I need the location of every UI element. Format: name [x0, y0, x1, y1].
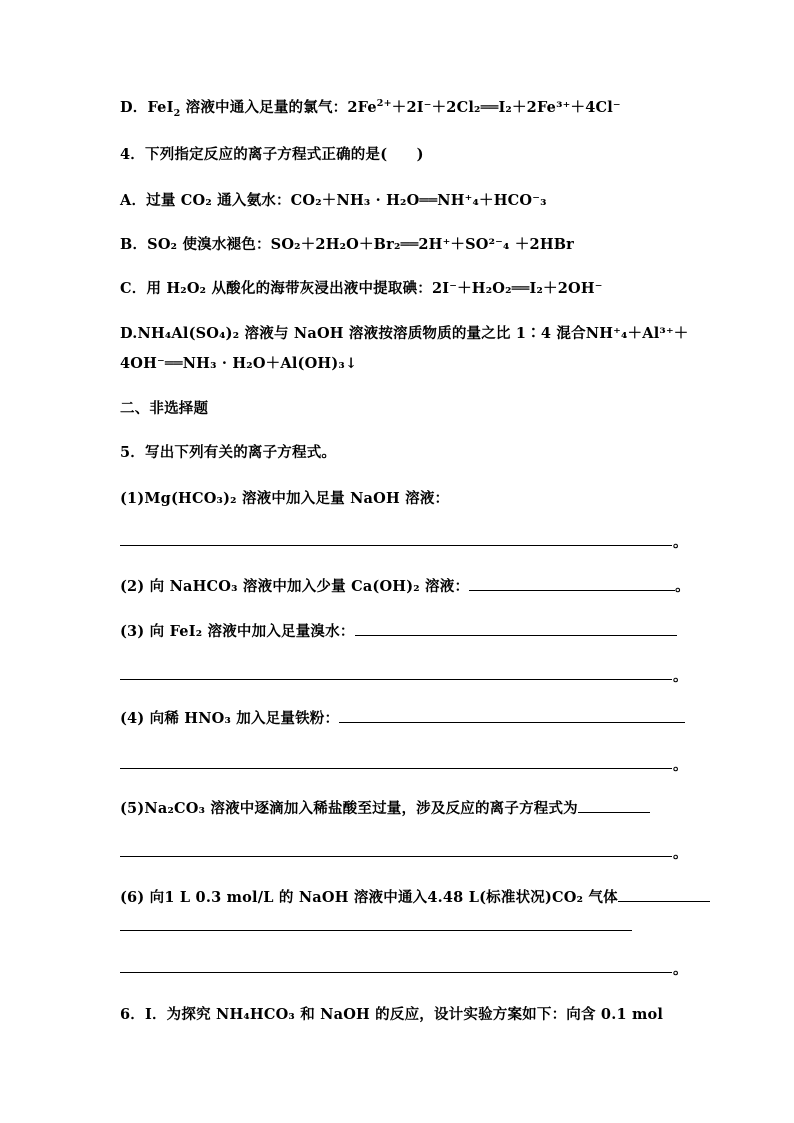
q5-part5-text: (5)Na₂CO₃ 溶液中逐滴加入稀盐酸至过量，涉及反应的离子方程式为	[120, 800, 578, 817]
answer-line[interactable]	[120, 545, 672, 546]
section-title: 二、非选择题	[120, 400, 209, 417]
period-mark: 。	[673, 668, 688, 685]
q4-option-d-line1: D.NH₄Al(SO₄)₂ 溶液与 NaOH 溶液按溶质物质的量之比 1∶4 混合NH⁺₄＋Al³⁺＋	[120, 325, 689, 342]
answer-line[interactable]	[120, 679, 672, 680]
period-mark: 。	[673, 961, 688, 978]
q5-part3	[120, 620, 677, 641]
answer-line[interactable]	[120, 972, 672, 973]
answer-line[interactable]	[120, 768, 672, 769]
q3-option-d-label: D．FeI	[120, 99, 174, 116]
period-mark: 。	[673, 845, 688, 862]
answer-blank[interactable]	[618, 887, 710, 902]
answer-blank[interactable]	[469, 576, 675, 591]
q5-part3-text: (3) 向 FeI₂ 溶液中加入足量溴水：	[120, 623, 355, 640]
period-mark: 。	[673, 534, 688, 551]
q3-option-d-equation: ＋2I⁻＋2Cl₂══I₂＋2Fe³⁺＋4Cl⁻	[391, 99, 621, 116]
q6-stem: 6．Ⅰ．为探究 NH₄HCO₃ 和 NaOH 的反应，设计实验方案如下：向含 0.1 mol	[120, 1006, 664, 1023]
answer-blank[interactable]	[339, 708, 685, 723]
q5-part4	[120, 707, 685, 728]
q5-part5	[120, 797, 650, 818]
q4-option-c: C．用 H₂O₂ 从酸化的海带灰浸出液中提取碘：2I⁻＋H₂O₂══I₂＋2OH⁻	[120, 280, 603, 297]
q3-option-d-text: 溶液中通入足量的氯气：2Fe	[185, 99, 377, 116]
q4-stem: 4．下列指定反应的离子方程式正确的是( )	[120, 146, 424, 163]
q5-part4-text: (4) 向稀 HNO₃ 加入足量铁粉：	[120, 710, 340, 727]
answer-line[interactable]	[120, 856, 672, 857]
q3-option-d: D．FeI$_2$ 溶液中通入足量的氯气：$2Fe^{2+}+2I^-+2Cl_2══I_2+2Fe^{3+}+4Cl^-$	[120, 98, 621, 119]
q5-part2-text: (2) 向 NaHCO₃ 溶液中加入少量 Ca(OH)₂ 溶液：	[120, 578, 470, 595]
q5-part6-text: (6) 向1 L 0.3 mol/L 的 NaOH 溶液中通入4.48 L(标准状况)CO₂ 气体	[120, 889, 618, 906]
period-mark: 。	[673, 757, 688, 774]
q4-option-d-line2: 4OH⁻══NH₃ · H₂O＋Al(OH)₃↓	[120, 355, 358, 372]
q5-part1: (1)Mg(HCO₃)₂ 溶液中加入足量 NaOH 溶液：	[120, 490, 450, 507]
q5-stem: 5．写出下列有关的离子方程式。	[120, 444, 337, 461]
q4-option-b: B．SO₂ 使溴水褪色：SO₂＋2H₂O＋Br₂══2H⁺＋SO²⁻₄ ＋2HBr	[120, 236, 575, 253]
q4-option-a: A．过量 CO₂ 通入氨水：CO₂＋NH₃ · H₂O══NH⁺₄＋HCO⁻₃	[120, 192, 547, 209]
period-mark: 。	[675, 578, 690, 595]
answer-blank[interactable]	[578, 798, 650, 813]
answer-line[interactable]	[120, 930, 632, 931]
answer-blank[interactable]	[355, 621, 677, 636]
q5-part6	[120, 886, 710, 907]
q5-part2	[120, 575, 690, 596]
